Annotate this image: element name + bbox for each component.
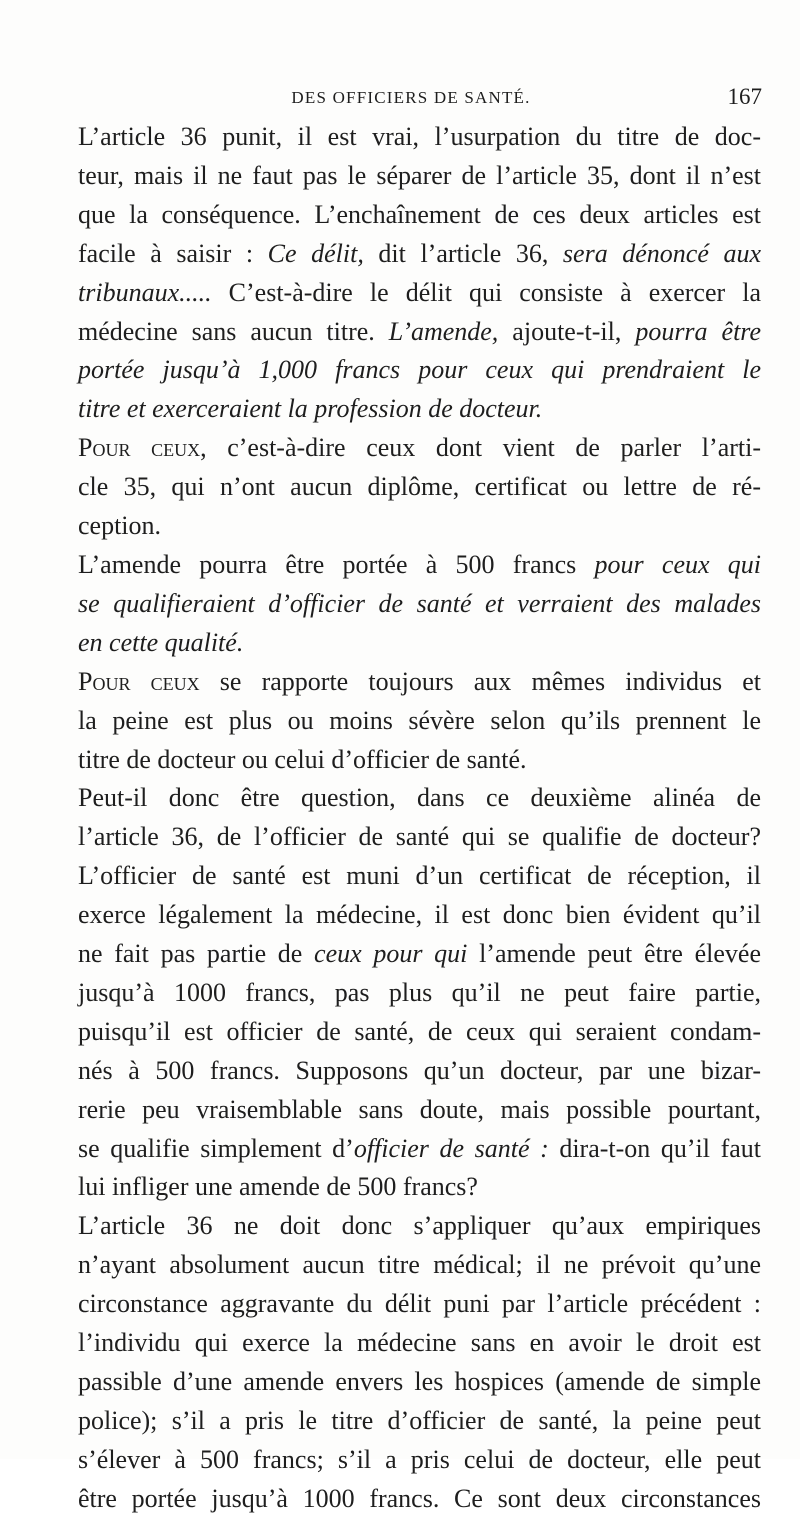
text-line: L’article 36 punit, il est vrai, l’usurpation du titre de doc- xyxy=(78,122,761,151)
text-line xyxy=(64,351,761,390)
text-line: titre de docteur ou celui d’officier de santé. xyxy=(78,744,527,774)
paragraph xyxy=(64,546,761,663)
text-line: ception. xyxy=(78,511,162,541)
text-line: L’amende pourra être portée à 500 francs pour ceux qui xyxy=(78,549,761,579)
text-line: lui infliger une amende de 500 francs? xyxy=(78,1172,478,1202)
text-line: Peut-il donc être question, dans ce deuxième alinéa de xyxy=(78,783,761,813)
page-number: 167 xyxy=(727,84,762,109)
text-line: police); s’il a pris le titre d’officier de santé, la peine peut xyxy=(78,1405,761,1435)
text-line: L’officier de santé est muni d’un certificat de réception, il xyxy=(78,861,761,891)
italic-text: sera dénoncé aux xyxy=(562,238,762,268)
paragraph xyxy=(64,663,761,780)
paragraph xyxy=(64,429,761,546)
text-line: teur, mais il ne faut pas le séparer de l’article 35, dont il n’est xyxy=(78,160,761,190)
paragraph xyxy=(64,1207,761,1518)
italic-text: tribunaux..... xyxy=(78,277,212,307)
text-line: circonstance aggravante du délit puni par l’article précédent : xyxy=(78,1289,761,1319)
text-line: Pour ceux se rapporte toujours aux mêmes individus et xyxy=(78,666,761,696)
italic-text: Ce délit, xyxy=(267,238,364,268)
paragraph xyxy=(64,118,761,429)
text-line: Pour ceux, c’est-à-dire ceux dont vient de parler l’arti- xyxy=(78,433,761,463)
italic-text: L’amende, xyxy=(388,316,499,346)
text-line: la peine est plus ou moins sévère selon qu’ils prennent le xyxy=(78,705,761,735)
text-line: n’ayant absolument aucun titre médical; il ne prévoit qu’une xyxy=(78,1250,761,1280)
text-line: s’élever à 500 francs; s’il a pris celui de docteur, elle peut xyxy=(78,1444,761,1474)
italic-text: en cette qualité. xyxy=(78,627,244,657)
small-caps-text: Pour ceux xyxy=(78,433,201,463)
italic-text: se qualifieraient d’officier de santé et verraient des malades xyxy=(78,588,761,618)
running-head xyxy=(60,84,762,114)
text-line: ne fait pas partie de ceux pour qui l’amende peut être élevée xyxy=(78,939,761,969)
text-line: se qualifie simplement d’officier de santé : dira-t-on qu’il faut xyxy=(78,1133,761,1163)
text-line: l’article 36, de l’officier de santé qui se qualifie de docteur? xyxy=(78,822,761,852)
italic-text: officier de santé : xyxy=(353,1133,549,1163)
text-line xyxy=(64,390,761,429)
italic-text: ceux pour qui xyxy=(314,939,468,969)
italic-text: pour ceux qui xyxy=(594,549,761,579)
text-line: exerce légalement la médecine, il est donc bien évident qu’il xyxy=(78,900,761,930)
small-caps-text: Pour ceux xyxy=(78,666,200,696)
text-line: puisqu’il est officier de santé, de ceux qui seraient condam- xyxy=(78,1016,761,1046)
italic-text: portée jusqu’à 1,000 francs pour ceux qui prendraient le xyxy=(78,355,761,385)
paragraph xyxy=(64,779,761,1207)
text-line: l’individu qui exerce la médecine sans en avoir le droit est xyxy=(78,1328,761,1358)
text-line: L’article 36 ne doit donc s’appliquer qu’aux empiriques xyxy=(78,1211,761,1241)
italic-text: pourra être xyxy=(635,316,761,346)
text-line: jusqu’à 1000 francs, pas plus qu’il ne peut faire partie, xyxy=(78,977,761,1007)
running-title: DES OFFICIERS DE SANTÉ. xyxy=(291,88,531,107)
body-text xyxy=(64,118,761,1519)
text-line xyxy=(64,624,761,663)
text-line: tribunaux..... C’est-à-dire le délit qui consiste à exercer la xyxy=(78,277,761,307)
text-line: médecine sans aucun titre. L’amende, ajoute-t-il, pourra être xyxy=(78,316,761,346)
italic-text: titre et exerceraient la profession de docteur. xyxy=(78,394,543,424)
text-line: être portée jusqu’à 1000 francs. Ce sont deux circonstances xyxy=(78,1483,761,1513)
text-line: nés à 500 francs. Supposons qu’un docteur, par une bizar- xyxy=(78,1055,761,1085)
text-line: facile à saisir : Ce délit, dit l’article 36, sera dénoncé aux xyxy=(78,238,762,268)
text-line: passible d’une amende envers les hospices (amende de simple xyxy=(78,1367,761,1396)
text-line: que la conséquence. L’enchaînement de ces deux articles est xyxy=(78,199,761,229)
text-line xyxy=(64,585,761,624)
text-line: rerie peu vraisemblable sans doute, mais possible pourtant, xyxy=(78,1094,761,1124)
text-line: cle 35, qui n’ont aucun diplôme, certificat ou lettre de ré- xyxy=(78,472,761,502)
